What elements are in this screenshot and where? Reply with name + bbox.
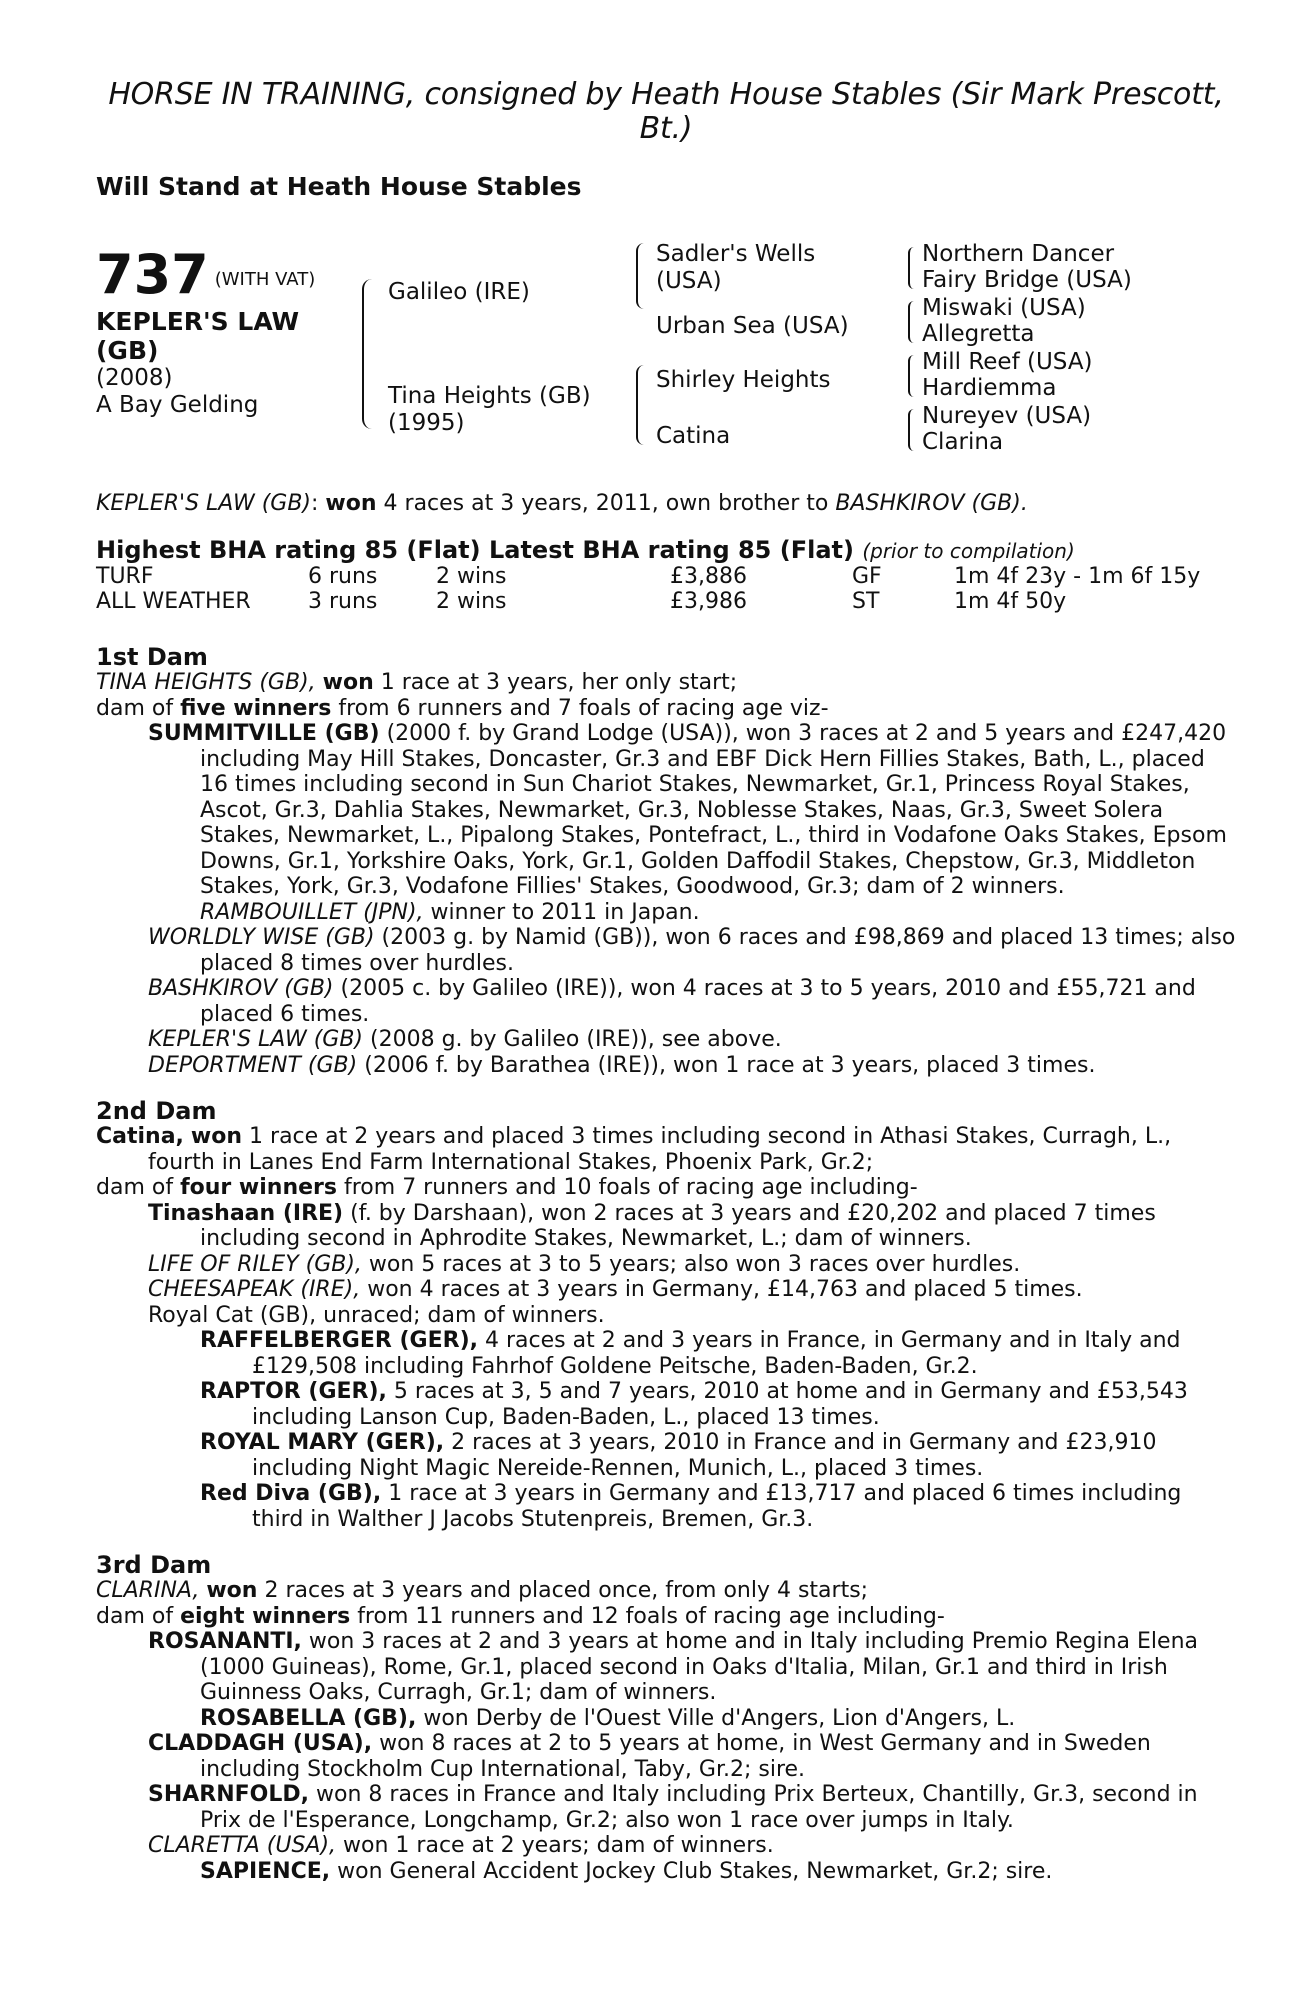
horse-name: KEPLER'S LAW (GB) [96,307,300,365]
produce-raptor: RAPTOR (GER), 5 races at 3, 5 and 7 years, 2010 at home and in Germany and £53,543 including Lanson Cup, Baden-Baden, L., placed 13 times. [200,1379,1188,1430]
produce-claretta: CLARETTA (USA), won 1 race at 2 years; dam of winners. [148,1833,774,1858]
third-dam-heading: 3rd Dam [96,1551,212,1579]
produce-claddagh: CLADDAGH (USA), won 8 races at 2 to 5 years at home, in West Germany and in Sweden including Stockholm Cup International, Taby, Gr.2; sire. [148,1731,1151,1782]
produce-cheesapeak: CHEESAPEAK (IRE), won 4 races at 3 years in Germany, £14,763 and placed 5 times. [148,1277,1083,1302]
pedigree-dam-sire: Shirley Heights [656,367,831,393]
produce-life-of-riley: LIFE OF RILEY (GB), won 5 races at 3 to 5 years; also won 3 races over hurdles. [148,1251,1021,1277]
pedigree-sire-sire: Sadler's Wells (USA) [656,241,816,294]
second-dam-section: 2nd Dam Catina, won 1 race at 2 years and placed 3 times including second in Athasi Stakes, Curragh, L., fourth in Lanes End Farm International Stakes, Phoenix Park, Gr.2; dam of four winners from 7 runners and 10 foals of racing age including- Tinashaan (IRE) (f. by Darshaan), won 2 races at 3 years and £20,202 and placed 7 times including second in Aphrodite Stakes, Newmarket, L.; dam of winners. LIFE OF RILEY (GB), won 5 races at 3 to 5 years; also won 3 races over hurdles. CHEESAPEAK (IRE), won 4 races at 3 years in Germany, £14,763 and placed 5 times. Royal Cat (GB), unraced; dam of winners. RAFFELBERGER (GER), 4 races at 2 and 3 years in France, in Germany and in Italy and £129,508 including Fahrhof Goldene Peitsche, Baden-Baden, Gr.2. RAPTOR (GER), 5 races at 3, 5 and 7 years, 2010 at home and in Germany and £53,543 including Lanson Cup, Baden-Baden, L., placed 13 times. ROYAL MARY (GER), 2 races at 3 years, 2010 in France and in Germany and £23,910 including Night Magic Nereide-Rennen, Munich, L., placed 3 times. Red Diva (GB), 1 race at 3 years in Germany and £13,717 and placed 6 times including third in Walther J Jacobs Stutenpreis, Bremen, Gr.3. [96,1098,1236,1532]
pedigree-dsd: Hardiemma [922,375,1057,401]
vat-label: (WITH VAT) [214,269,316,290]
produce-rosabella: ROSABELLA (GB), won Derby de l'Ouest Ville d'Angers, Lion d'Angers, L. [200,1705,1016,1731]
pedigree-ddd: Clarina [922,429,1004,455]
produce-raffelberger: RAFFELBERGER (GER), 4 races at 2 and 3 years in France, in Germany and in Italy and £129,508 including Fahrhof Goldene Peitsche, Baden-Baden, Gr.2. [200,1328,1181,1379]
produce-sapience: SAPIENCE, won General Accident Jockey Club Stakes, Newmarket, Gr.2; sire. [200,1858,1053,1884]
produce-rambouillet: RAMBOUILLET (JPN), winner to 2011 in Japan. [200,899,700,925]
third-dam-section: 3rd Dam CLARINA, won 2 races at 3 years and placed once, from only 4 starts; dam of eight winners from 11 runners and 12 foals of racing age including- ROSANANTI, won 3 races at 2 and 3 years at home and in Italy including Premio Regina Elena (1000 Guineas), Rome, Gr.1, placed second in Oaks d'Italia, Milan, Gr.1 and third in Irish Guinness Oaks, Curragh, Gr.1; dam of winners. ROSABELLA (GB), won Derby de l'Ouest Ville d'Angers, Lion d'Angers, L. CLADDAGH (USA), won 8 races at 2 to 5 years at home, in West Germany and in Sweden including Stockholm Cup International, Taby, Gr.2; sire. SHARNFOLD, won 8 races in France and Italy including Prix Berteux, Chantilly, Gr.3, second in Prix de l'Esperance, Longchamp, Gr.2; also won 1 race over jumps in Italy. CLARETTA (USA), won 1 race at 2 years; dam of winners. SAPIENCE, won General Accident Jockey Club Stakes, Newmarket, Gr.2; sire. [96,1552,1236,1884]
ratings-block [96,538,1236,614]
produce-red-diva: Red Diva (GB), 1 race at 3 years in Germany and £13,717 and placed 6 times including third in Walther J Jacobs Stutenpreis, Bremen, Gr.3. [200,1481,1182,1532]
pedigree-dss: Mill Reef (USA) [922,349,1093,375]
produce-worldly-wise: WORLDLY WISE (GB) (2003 g. by Namid (GB)), won 6 races and £98,869 and placed 13 times; also placed 8 times over hurdles. [148,925,1236,976]
produce-royal-cat: Royal Cat (GB), unraced; dam of winners. [148,1302,605,1328]
produce-summitville: SUMMITVILLE (GB) (2000 f. by Grand Lodge (USA)), won 3 races at 2 and 5 years and £247,420 including May Hill Stakes, Doncaster, Gr.3 and EBF Dick Hern Fillies Stakes, Bath, L., placed 16 times including second in Sun Chariot Stakes, Newmarket, Gr.1, Princess Royal Stakes, Ascot, Gr.3, Dahlia Stakes, Newmarket, Gr.3, Noblesse Stakes, Naas, Gr.3, Sweet Solera Stakes, Newmarket, L., Pipalong Stakes, Pontefract, L., third in Vodafone Oaks Stakes, Epsom Downs, Gr.1, Yorkshire Oaks, York, Gr.1, Golden Daffodil Stakes, Chepstow, Gr.3, Middleton Stakes, York, Gr.3, Vodafone Fillies' Stakes, Goodwood, Gr.3; dam of 2 winners. [148,721,1227,899]
horse-year: (2008) [96,365,173,391]
pedigree-block [96,243,1236,473]
stand-heading: Will Stand at Heath House Stables [96,172,582,201]
produce-sharnfold: SHARNFOLD, won 8 races in France and Italy including Prix Berteux, Chantilly, Gr.3, second in Prix de l'Esperance, Longchamp, Gr.2; also won 1 race over jumps in Italy. [148,1782,1198,1833]
pedigree-dds: Nureyev (USA) [922,403,1092,429]
pedigree-sdd: Allegretta [922,321,1035,347]
ratings-heading: Highest BHA rating 85 (Flat) Latest BHA rating 85 (Flat) [96,536,854,564]
pedigree-sire: Galileo (IRE) [388,279,530,305]
produce-royal-mary: ROYAL MARY (GER), 2 races at 3 years, 2010 in France and in Germany and £23,910 including Night Magic Nereide-Rennen, Munich, L., placed 3 times. [200,1430,1157,1481]
pedigree-ssd: Fairy Bridge (USA) [922,267,1132,293]
lot-number: 737 [96,243,209,306]
produce-deportment: DEPORTMENT (GB) (2006 f. by Barathea (IRE)), won 1 race at 3 years, placed 3 times. [148,1052,1096,1078]
produce-bashkirov: BASHKIROV (GB) (2005 c. by Galileo (IRE)), won 4 races at 3 to 5 years, 2010 and £55,721 and placed 6 times. [148,976,1196,1027]
ratings-row-allweather: ALL WEATHER 3 runs 2 wins £3,986 ST 1m 4f 50y [96,589,1067,614]
lot-info [96,243,356,419]
catalogue-page [96,78,1236,1904]
ratings-note: (prior to compilation) [862,539,1075,563]
race-summary: KEPLER'S LAW (GB): won 4 races at 3 years, 2011, own brother to BASHKIROV (GB). [96,491,1028,516]
pedigree-sds: Miswaki (USA) [922,295,1086,321]
ratings-row-turf: TURF 6 runs 2 wins £3,886 GF 1m 4f 23y - 1m 6f 15y [96,564,1201,589]
produce-keplers-law: KEPLER'S LAW (GB) (2008 g. by Galileo (IRE)), see above. [148,1027,782,1052]
pedigree-sire-dam: Urban Sea (USA) [656,313,849,339]
horse-description: A Bay Gelding [96,392,259,418]
produce-tinashaan: Tinashaan (IRE) (f. by Darshaan), won 2 races at 3 years and £20,202 and placed 7 times including second in Aphrodite Stakes, Newmarket, L.; dam of winners. [148,1200,1156,1251]
pedigree-dam: Tina Heights (GB) (1995) [388,383,591,436]
page-title: HORSE IN TRAINING, consigned by Heath House Stables (Sir Mark Prescott, Bt.) [108,77,1224,146]
pedigree-sss: Northern Dancer [922,241,1115,267]
pedigree-dam-dam: Catina [656,423,731,449]
second-dam-heading: 2nd Dam [96,1097,217,1125]
produce-rosananti: ROSANANTI, won 3 races at 2 and 3 years at home and in Italy including Premio Regina Elena (1000 Guineas), Rome, Gr.1, placed second in Oaks d'Italia, Milan, Gr.1 and third in Irish Guinness Oaks, Curragh, Gr.1; dam of winners. [148,1629,1198,1705]
first-dam-heading: 1st Dam [96,643,208,671]
first-dam-section: 1st Dam TINA HEIGHTS (GB), won 1 race at 3 years, her only start; dam of five winners from 6 runners and 7 foals of racing age viz- SUMMITVILLE (GB) (2000 f. by Grand Lodge (USA)), won 3 races at 2 and 5 years and £247,420 including May Hill Stakes, Doncaster, Gr.3 and EBF Dick Hern Fillies Stakes, Bath, L., placed 16 times including second in Sun Chariot Stakes, Newmarket, Gr.1, Princess Royal Stakes, Ascot, Gr.3, Dahlia Stakes, Newmarket, Gr.3, Noblesse Stakes, Naas, Gr.3, Sweet Solera Stakes, Newmarket, L., Pipalong Stakes, Pontefract, L., third in Vodafone Oaks Stakes, Epsom Downs, Gr.1, Yorkshire Oaks, York, Gr.1, Golden Daffodil Stakes, Chepstow, Gr.3, Middleton Stakes, York, Gr.3, Vodafone Fillies' Stakes, Goodwood, Gr.3; dam of 2 winners. RAMBOUILLET (JPN), winner to 2011 in Japan. WORLDLY WISE (GB) (2003 g. by Namid (GB)), won 6 races and £98,869 and placed 13 times; also placed 8 times over hurdles. BASHKIROV (GB) (2005 c. by Galileo (IRE)), won 4 races at 3 to 5 years, 2010 and £55,721 and placed 6 times. KEPLER'S LAW (GB) (2008 g. by Galileo (IRE)), see above. DEPORTMENT (GB) (2006 f. by Barathea (IRE)), won 1 race at 3 years, placed 3 times. [96,643,1236,1078]
